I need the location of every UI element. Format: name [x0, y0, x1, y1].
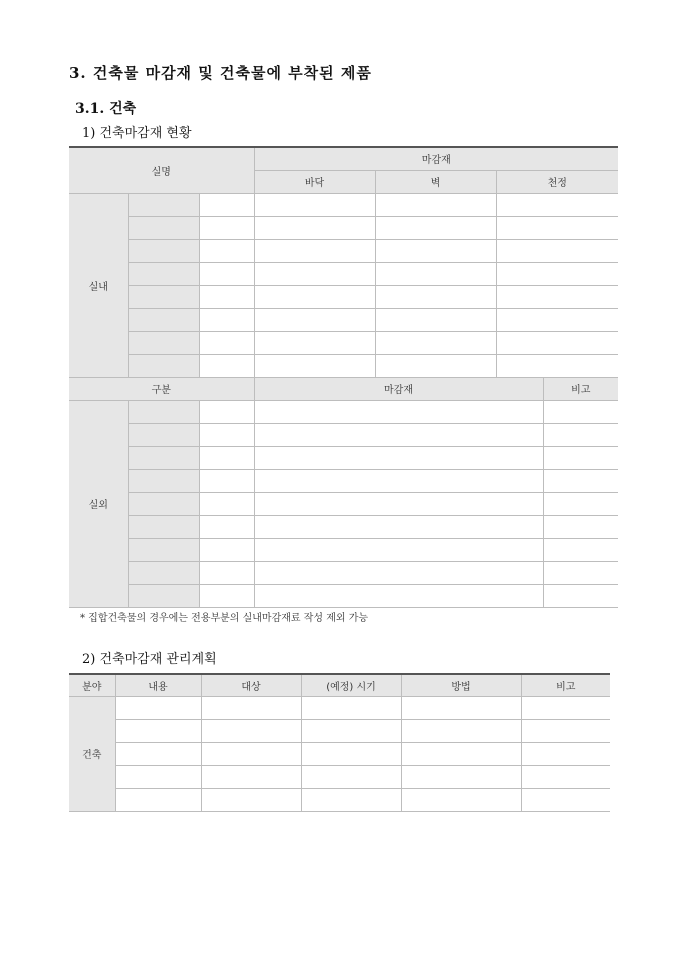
item-title-finish-status: 1) 건축마감재 현황 [82, 126, 192, 141]
table-row [69, 538, 618, 561]
finish-status-table [69, 146, 618, 608]
table-row [69, 492, 618, 515]
finish-header: 마감재 [254, 147, 618, 170]
header-method: 방법 [401, 674, 521, 696]
room-name-header: 실명 [69, 147, 254, 193]
table-row [69, 788, 610, 811]
table-row [69, 308, 618, 331]
subsection-title: 3.1. 건축 [75, 101, 137, 117]
header-schedule: (예정) 시기 [301, 674, 401, 696]
table-row [69, 742, 610, 765]
table-row [69, 765, 610, 788]
management-plan-table [69, 673, 610, 812]
ceiling-header: 천정 [496, 170, 618, 193]
remarks-header: 비고 [543, 377, 618, 400]
table-row [69, 423, 618, 446]
footnote: * 집합건축물의 경우에는 전용부분의 실내마감재료 작성 제외 가능 [80, 613, 369, 624]
table-row [69, 469, 618, 492]
table-row [69, 285, 618, 308]
header-field: 분야 [69, 674, 115, 696]
wall-header: 벽 [375, 170, 496, 193]
table-row [69, 584, 618, 607]
table-row [69, 239, 618, 262]
header-target: 대상 [201, 674, 301, 696]
table-row [69, 696, 610, 719]
table-row [69, 331, 618, 354]
table-row [69, 193, 618, 216]
table-row [69, 719, 610, 742]
header-remarks: 비고 [521, 674, 610, 696]
indoor-label: 실내 [69, 193, 128, 377]
category-architecture: 건축 [69, 696, 115, 811]
table-row [69, 561, 618, 584]
table-row [69, 446, 618, 469]
item-title-management-plan: 2) 건축마감재 관리계획 [82, 652, 217, 667]
finish-header-outdoor: 마감재 [254, 377, 543, 400]
header-content: 내용 [115, 674, 201, 696]
table-row [69, 515, 618, 538]
table-row [69, 262, 618, 285]
floor-header: 바닥 [254, 170, 375, 193]
table-row [69, 400, 618, 423]
table-row [69, 354, 618, 377]
division-header: 구분 [69, 377, 254, 400]
table-row [69, 216, 618, 239]
outdoor-label: 실외 [69, 400, 128, 607]
section-title: 3. 건축물 마감재 및 건축물에 부착된 제품 [69, 64, 372, 82]
